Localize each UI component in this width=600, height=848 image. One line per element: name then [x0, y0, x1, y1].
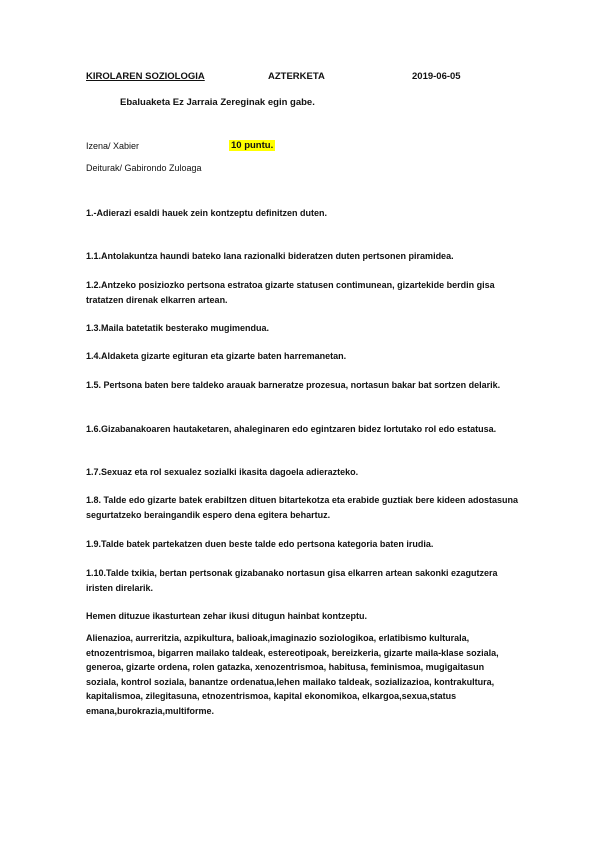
- exam-date: 2019-06-05: [412, 71, 461, 82]
- exam-subtitle: Ebaluaketa Ez Jarraia Zereginak egin gabe.: [120, 97, 315, 108]
- instruction: 1.-Adierazi esaldi hauek zein kontzeptu definitzen duten.: [86, 208, 328, 218]
- concepts-list: Alienazioa, aurreritzia, azpikultura, balioak,imaginazio soziologikoa, erlatibismo kulturala, etnozentrismoa, bigarren mailako taldeak, estereotipoak, bereizkeria, gizarte maila-klase soziala, generoa, gizarte ordena, rolen gatazka, xenozentrismoa, habitusa, feminismoa, mugigaitasun soziala, kontrol soziala, banantze ordenatua,lehen mailako taldeak, sozializazioa, kontrakultura, kapitalismoa, zilegitasuna, etnozentrismoa, kapital ekonomikoa, elkargoa,sexua,status emana,burokrazia,multiforme.: [86, 633, 499, 716]
- student-surname: Deiturak/ Gabirondo Zuloaga: [86, 163, 202, 173]
- question-1-2: 1.2.Antzeko posiziozko pertsona estratoa gizarte statusen contimunean, gizartekide berdin gisa tratatzen direnak elkarren artean.: [86, 280, 495, 305]
- question-1-1: 1.1.Antolakuntza haundi bateko lana razionalki bideratzen duten pertsonen piramidea.: [86, 251, 454, 261]
- score-value: 10 puntu.: [231, 140, 274, 151]
- question-1-5: 1.5. Pertsona baten bere taldeko arauak barneratze prozesua, nortasun bakar bat sortzen delarik.: [86, 380, 501, 390]
- question-1-4: 1.4.Aldaketa gizarte egituran eta gizarte baten harremanetan.: [86, 351, 347, 361]
- question-1-9: 1.9.Talde batek partekatzen duen beste talde edo pertsona kategoria baten irudia.: [86, 539, 434, 549]
- question-1-3: 1.3.Maila batetatik besterako mugimendua.: [86, 323, 270, 333]
- question-1-10: 1.10.Talde txikia, bertan pertsonak gizabanako nortasun gisa elkarren artean sakonki ezagutzera iristen direlarik.: [86, 568, 498, 593]
- student-name: Izena/ Xabier: [86, 141, 140, 151]
- question-1-8: 1.8. Talde edo gizarte batek erabiltzen dituen bitartekotza eta erabide guztiak bere kideen adostasuna segurtatzeko beraingandik espero dena egitera behartuz.: [86, 495, 518, 520]
- concepts-intro: Hemen dituzue ikasturtean zehar ikusi ditugun hainbat kontzeptu.: [86, 611, 368, 621]
- course-title: KIROLAREN SOZIOLOGIA: [86, 71, 205, 82]
- score-highlight: [229, 140, 275, 151]
- question-1-6: 1.6.Gizabanakoaren hautaketaren, ahaleginaren edo egintzaren bidez lortutako rol edo estatusa.: [86, 424, 497, 434]
- question-1-7: 1.7.Sexuaz eta rol sexualez sozialki ikasita dagoela adierazteko.: [86, 467, 359, 477]
- exam-label: AZTERKETA: [268, 71, 325, 82]
